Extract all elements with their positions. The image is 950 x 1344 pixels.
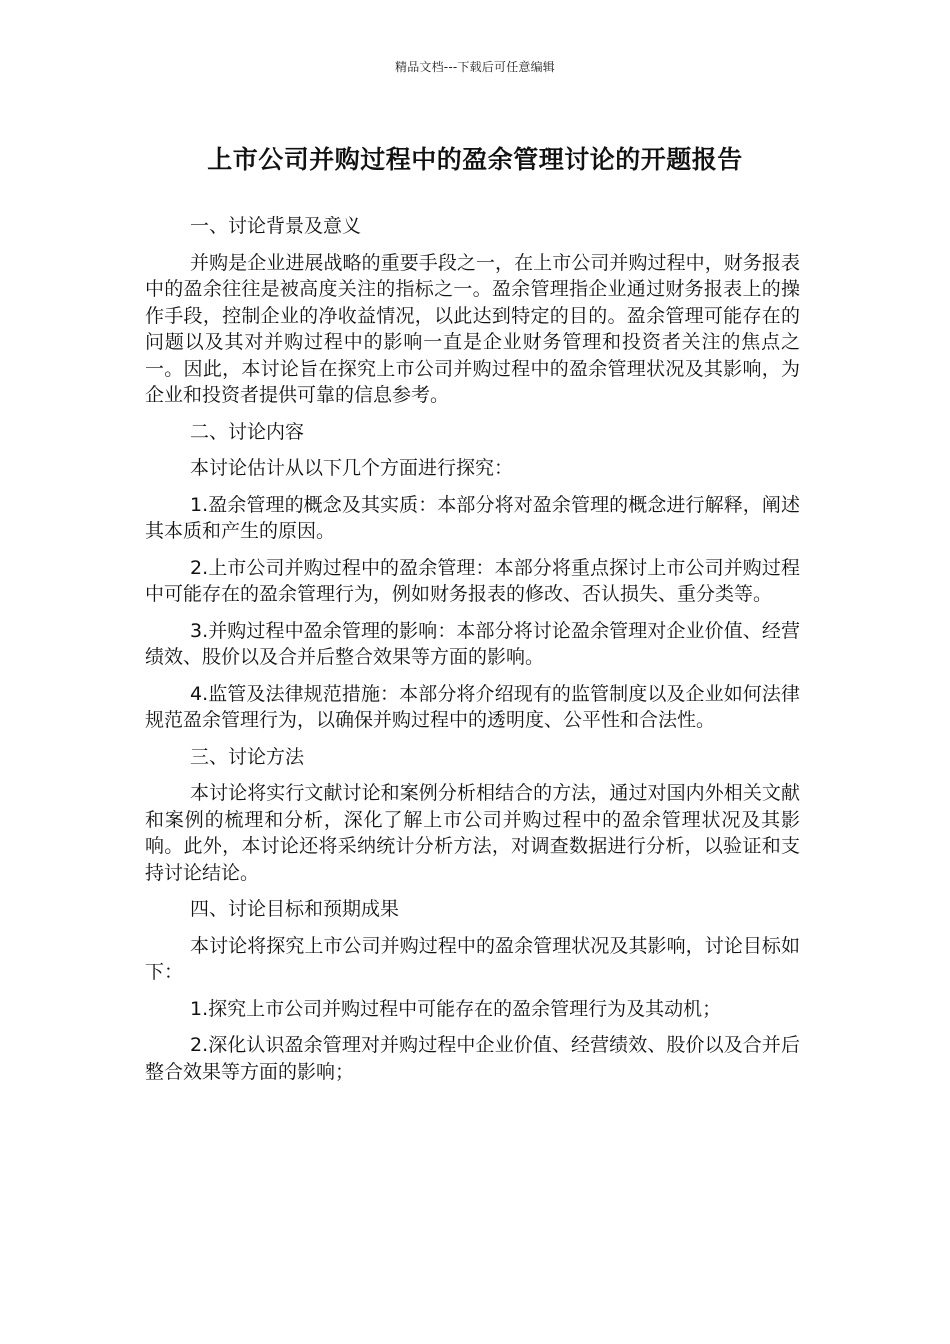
list-item-content-1: 1.盈余管理的概念及其实质：本部分将对盈余管理的概念进行解释，阐述其本质和产生的原因。 bbox=[145, 493, 800, 542]
list-item-goal-1: 1.探究上市公司并购过程中可能存在的盈余管理行为及其动机； bbox=[190, 997, 722, 1020]
section-heading-method: 三、讨论方法 bbox=[190, 745, 305, 768]
list-item-goal-2: 2.深化认识盈余管理对并购过程中企业价值、经营绩效、股价以及合并后整合效果等方面的影响； bbox=[145, 1034, 800, 1083]
paragraph-goals-intro: 本讨论将探究上市公司并购过程中的盈余管理状况及其影响，讨论目标如下： bbox=[145, 934, 800, 983]
section-heading-content: 二、讨论内容 bbox=[190, 420, 305, 443]
list-item-content-4: 4.监管及法律规范措施：本部分将介绍现有的监管制度以及企业如何法律规范盈余管理行为，以确保并购过程中的透明度、公平性和合法性。 bbox=[145, 682, 800, 731]
list-item-content-3: 3.并购过程中盈余管理的影响：本部分将讨论盈余管理对企业价值、经营绩效、股价以及合并后整合效果等方面的影响。 bbox=[145, 619, 800, 668]
document-body bbox=[145, 213, 800, 1095]
section-heading-goals: 四、讨论目标和预期成果 bbox=[190, 898, 400, 920]
list-item-content-2: 2.上市公司并购过程中的盈余管理：本部分将重点探讨上市公司并购过程中可能存在的盈余管理行为，例如财务报表的修改、否认损失、重分类等。 bbox=[145, 556, 800, 605]
section-heading-background: 一、讨论背景及意义 bbox=[190, 215, 362, 237]
paragraph-content-intro: 本讨论估计从以下几个方面进行探究： bbox=[190, 457, 514, 479]
paragraph-method: 本讨论将实行文献讨论和案例分析相结合的方法，通过对国内外相关文献和案例的梳理和分析，深化了解上市公司并购过程中的盈余管理状况及其影响。此外，本讨论还将采纳统计分析方法，对调查数据进行分析，以验证和支持讨论结论。 bbox=[145, 782, 800, 884]
header-note: 精品文档---下载后可任意编辑 bbox=[395, 60, 555, 74]
document-title: 上市公司并购过程中的盈余管理讨论的开题报告 bbox=[207, 145, 743, 174]
paragraph-background: 并购是企业进展战略的重要手段之一，在上市公司并购过程中，财务报表中的盈余往往是被高度关注的指标之一。盈余管理指企业通过财务报表上的操作手段，控制企业的净收益情况，以此达到特定的目的。盈余管理可能存在的问题以及其对并购过程中的影响一直是企业财务管理和投资者关注的焦点之一。因此，本讨论旨在探究上市公司并购过程中的盈余管理状况及其影响，为企业和投资者提供可靠的信息参考。 bbox=[145, 251, 800, 406]
